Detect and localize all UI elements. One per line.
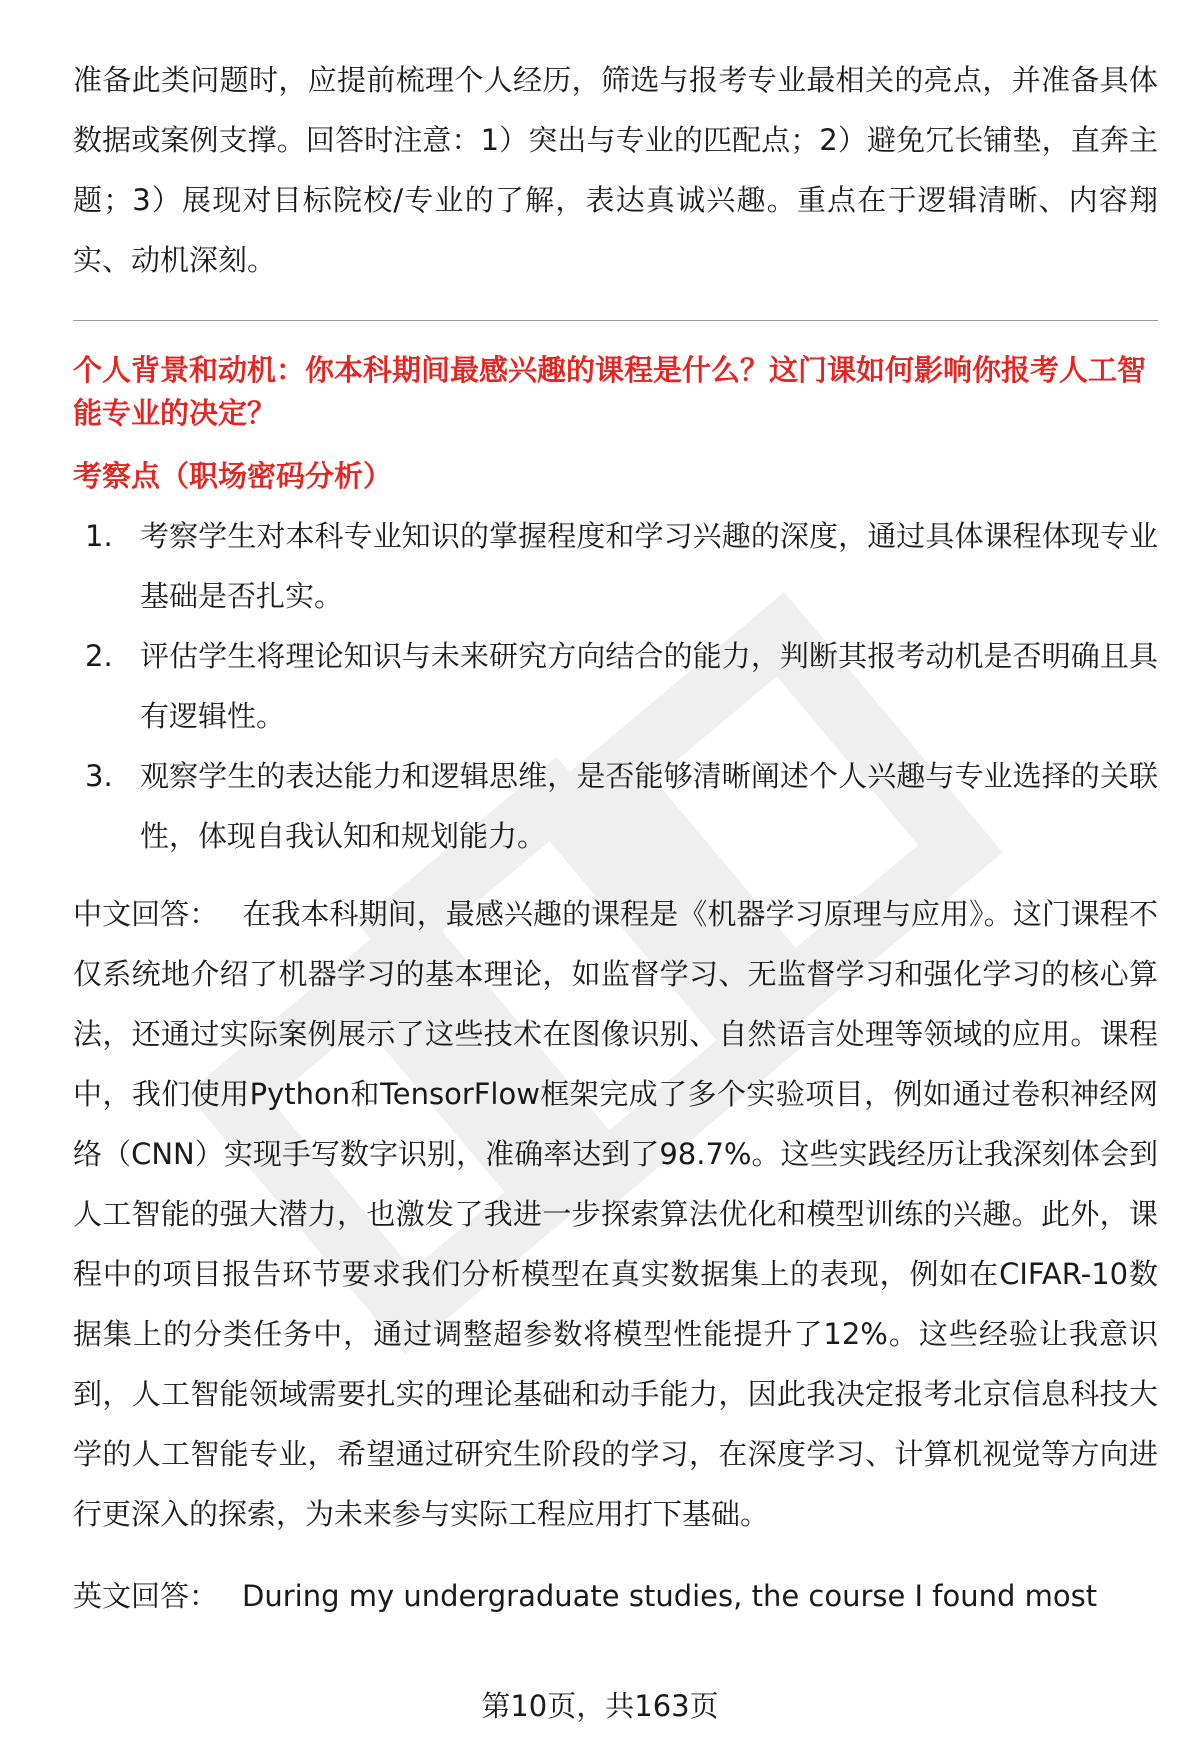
assessment-item-text: 观察学生的表达能力和逻辑思维，是否能够清晰阐述个人兴趣与专业选择的关联性，体现自我认知和规划能力。 [140, 759, 1158, 853]
chinese-answer-label: 中文回答： [73, 897, 219, 931]
english-answer-text: During my undergraduate studies, the course I found most [242, 1579, 1098, 1613]
chinese-answer [73, 884, 1158, 1544]
assessment-item-text: 评估学生将理论知识与未来研究方向结合的能力，判断其报考动机是否明确且具有逻辑性。 [140, 639, 1158, 733]
assessment-item-text: 考察学生对本科专业知识的掌握程度和学习兴趣的深度，通过具体课程体现专业基础是否扎实。 [140, 519, 1158, 613]
question-heading: 个人背景和动机：你本科期间最感兴趣的课程是什么？这门课如何影响你报考人工智能专业的决定？ [73, 353, 1147, 430]
assessment-item-number: 1. [85, 519, 113, 553]
intro-paragraph: 准备此类问题时，应提前梳理个人经历，筛选与报考专业最相关的亮点，并准备具体数据或案例支撑。回答时注意：1）突出与专业的匹配点；2）避免冗长铺垫，直奔主题；3）展现对目标院校/专业的了解，表达真诚兴趣。重点在于逻辑清晰、内容翔实、动机深刻。 [73, 63, 1158, 277]
assessment-item [73, 746, 1158, 866]
assessment-heading: 考察点（职场密码分析） [73, 459, 393, 493]
english-answer-label: 英文回答： [73, 1579, 219, 1613]
assessment-list [73, 506, 1158, 866]
section-divider [73, 320, 1158, 321]
page-number-footer: 第10页，共163页 [481, 1689, 719, 1723]
english-answer [73, 1566, 1158, 1626]
chinese-answer-text: 在我本科期间，最感兴趣的课程是《机器学习原理与应用》。这门课程不仅系统地介绍了机器学习的基本理论，如监督学习、无监督学习和强化学习的核心算法，还通过实际案例展示了这些技术在图像识别、自然语言处理等领域的应用。课程中，我们使用Python和TensorFlow框架完成了多个实验项目，例如通过卷积神经网络（CNN）实现手写数字识别，准确率达到了98.7%。这些实践经历让我深刻体会到人工智能的强大潜力，也激发了我进一步探索算法优化和模型训练的兴趣。此外，课程中的项目报告环节要求我们分析模型在真实数据集上的表现，例如在CIFAR-10数据集上的分类任务中，通过调整超参数将模型性能提升了12%。这些经验让我意识到，人工智能领域需要扎实的理论基础和动手能力，因此我决定报考北京信息科技大学的人工智能专业，希望通过研究生阶段的学习，在深度学习、计算机视觉等方向进行更深入的探索，为未来参与实际工程应用打下基础。 [73, 897, 1158, 1531]
document-page [73, 50, 1158, 1626]
assessment-item [73, 626, 1158, 746]
assessment-item-number: 3. [85, 759, 113, 793]
assessment-item-number: 2. [85, 639, 113, 673]
assessment-item [73, 506, 1158, 626]
